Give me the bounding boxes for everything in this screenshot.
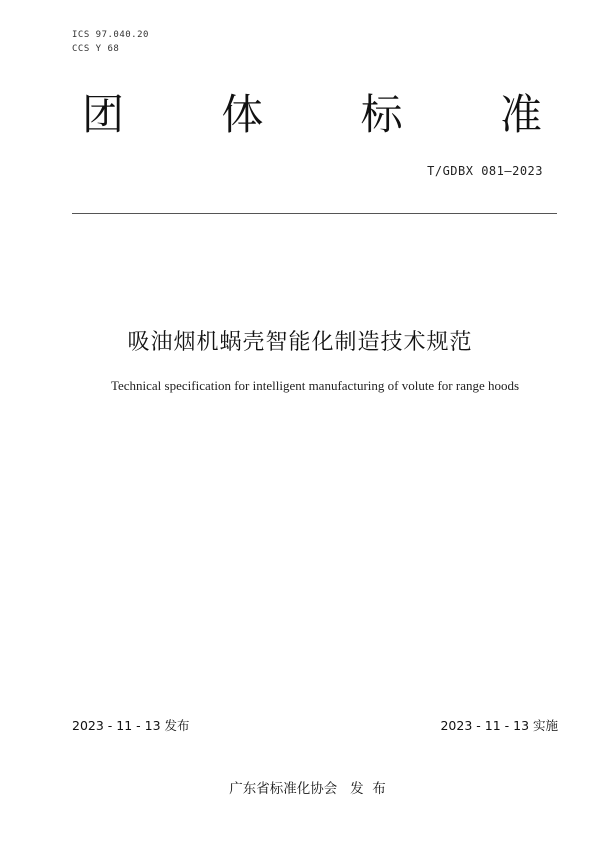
implementation-date: 2023 - 11 - 13 实施 [440,718,558,733]
document-title-chinese: 吸油烟机蜗壳智能化制造技术规范 [127,330,473,355]
publisher-action: 发 布 [350,781,386,797]
standard-type-heading [82,90,542,140]
standard-type-char: 标 [360,90,403,139]
standard-type-char: 体 [221,90,264,139]
ics-code: ICS 97.040.20 [72,30,149,40]
header-divider [72,213,557,214]
standard-number: T/GDBX 081—2023 [427,164,543,178]
issue-date: 2023 - 11 - 13 发布 [72,718,190,733]
ccs-code: CCS Y 68 [72,44,120,54]
document-title-english: Technical specification for intelligent manufacturing of volute for range hoods [110,378,520,393]
standard-type-char: 团 [82,90,125,139]
standard-type-char: 准 [499,90,542,139]
publisher [0,777,600,797]
publisher-name: 广东省标准化协会 [229,781,338,797]
classification-codes [72,28,149,56]
